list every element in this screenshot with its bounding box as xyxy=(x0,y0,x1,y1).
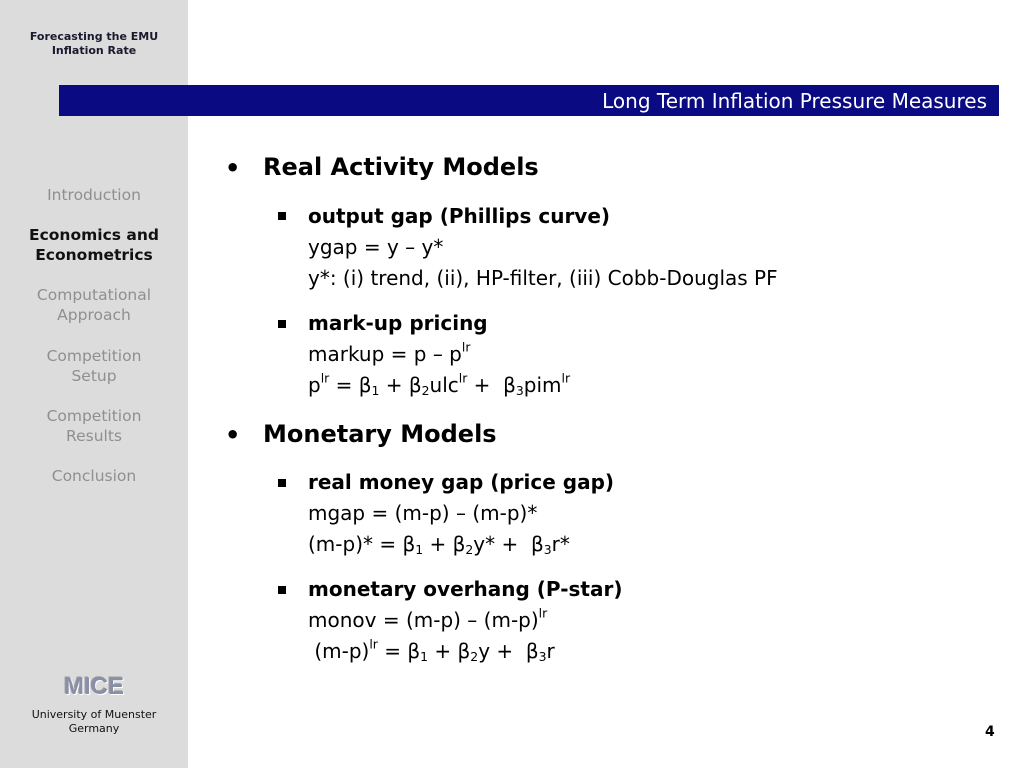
formula-text: r xyxy=(546,639,555,663)
nav-item-introduction[interactable] xyxy=(0,185,188,205)
slide-title-bar xyxy=(59,85,999,116)
university-affiliation xyxy=(0,708,188,736)
formula-text: = β xyxy=(329,373,372,397)
formula-line: y*: (i) trend, (ii), HP-filter, (iii) Cobb-Douglas PF xyxy=(308,266,778,290)
item-heading: output gap (Phillips curve) xyxy=(308,204,611,228)
list-item xyxy=(308,308,570,401)
bullet-icon: • xyxy=(225,421,241,449)
section-heading: Real Activity Models xyxy=(263,153,539,181)
nav-item-label: Economics and xyxy=(29,226,159,244)
list-item xyxy=(308,574,622,667)
formula-superscript: lr xyxy=(369,636,378,652)
formula-text: (m-p)* = β xyxy=(308,532,416,556)
square-bullet-icon xyxy=(278,320,286,328)
formula-text: ulc xyxy=(429,373,459,397)
formula-line: ygap = y – y* xyxy=(308,235,444,259)
formula-line xyxy=(308,636,622,667)
formula-line: mgap = (m-p) – (m-p)* xyxy=(308,501,538,525)
formula-subscript: 1 xyxy=(420,649,429,665)
page-number: 4 xyxy=(985,724,995,740)
nav-item-label: Results xyxy=(66,427,122,445)
formula-text: p xyxy=(308,373,321,397)
nav-item-label: Computational xyxy=(36,286,152,304)
formula-superscript: lr xyxy=(461,339,471,355)
nav-item-label: Competition xyxy=(46,407,142,425)
mice-logo: MICE xyxy=(64,673,124,700)
formula-superscript: lr xyxy=(320,370,330,386)
formula-text: = β xyxy=(377,639,421,663)
nav-item-conclusion[interactable] xyxy=(0,466,188,486)
square-bullet-icon xyxy=(278,479,286,487)
presentation-title-line2: Inflation Rate xyxy=(51,44,137,57)
formula-text: markup = p – p xyxy=(308,342,462,366)
formula-text: monov = (m-p) – (m-p) xyxy=(308,608,539,632)
formula-subscript: 3 xyxy=(543,542,552,558)
square-bullet-icon xyxy=(278,586,286,594)
nav-item-label: Approach xyxy=(57,306,131,324)
formula-text: r* xyxy=(551,532,570,556)
presentation-title-line1: Forecasting the EMU xyxy=(29,30,159,43)
formula-subscript: 2 xyxy=(465,542,474,558)
formula-line xyxy=(308,529,614,560)
item-heading: mark-up pricing xyxy=(308,311,488,335)
nav-item-label: Econometrics xyxy=(35,246,153,264)
formula-superscript: lr xyxy=(561,370,571,386)
list-item xyxy=(308,201,778,294)
formula-text: (m-p) xyxy=(308,639,370,663)
formula-text: + β xyxy=(428,639,471,663)
formula-text: y + β xyxy=(478,639,539,663)
formula-line xyxy=(308,339,570,370)
nav-item-computational-approach[interactable] xyxy=(0,285,188,325)
presentation-title xyxy=(0,30,188,58)
nav-item-label: Conclusion xyxy=(51,467,137,485)
nav-item-competition-setup[interactable] xyxy=(0,346,188,386)
nav-item-economics-and-econometrics[interactable] xyxy=(0,225,188,265)
square-bullet-icon xyxy=(278,212,286,220)
formula-subscript: 3 xyxy=(538,649,547,665)
nav-item-label: Setup xyxy=(71,367,117,385)
nav-item-competition-results[interactable] xyxy=(0,406,188,446)
formula-text: + β xyxy=(467,373,516,397)
item-heading: monetary overhang (P-star) xyxy=(308,577,623,601)
formula-subscript: 2 xyxy=(470,649,479,665)
formula-text: y* + β xyxy=(473,532,544,556)
formula-line xyxy=(308,370,570,401)
formula-line xyxy=(308,605,622,636)
formula-text: pim xyxy=(523,373,562,397)
formula-text: + β xyxy=(423,532,466,556)
list-item xyxy=(308,467,614,560)
university-line1: University of Muenster xyxy=(31,708,157,721)
formula-superscript: lr xyxy=(458,370,468,386)
bullet-icon: • xyxy=(225,154,241,182)
formula-text: + β xyxy=(379,373,422,397)
slide-title: Long Term Inflation Pressure Measures xyxy=(602,89,987,113)
item-heading: real money gap (price gap) xyxy=(308,470,615,494)
formula-subscript: 1 xyxy=(415,542,424,558)
formula-subscript: 3 xyxy=(515,383,524,399)
formula-subscript: 1 xyxy=(371,383,380,399)
section-heading: Monetary Models xyxy=(263,420,497,448)
formula-superscript: lr xyxy=(538,605,548,621)
university-line2: Germany xyxy=(68,722,120,735)
nav-item-label: Competition xyxy=(46,347,142,365)
formula-subscript: 2 xyxy=(421,383,430,399)
nav-item-label: Introduction xyxy=(47,186,141,204)
